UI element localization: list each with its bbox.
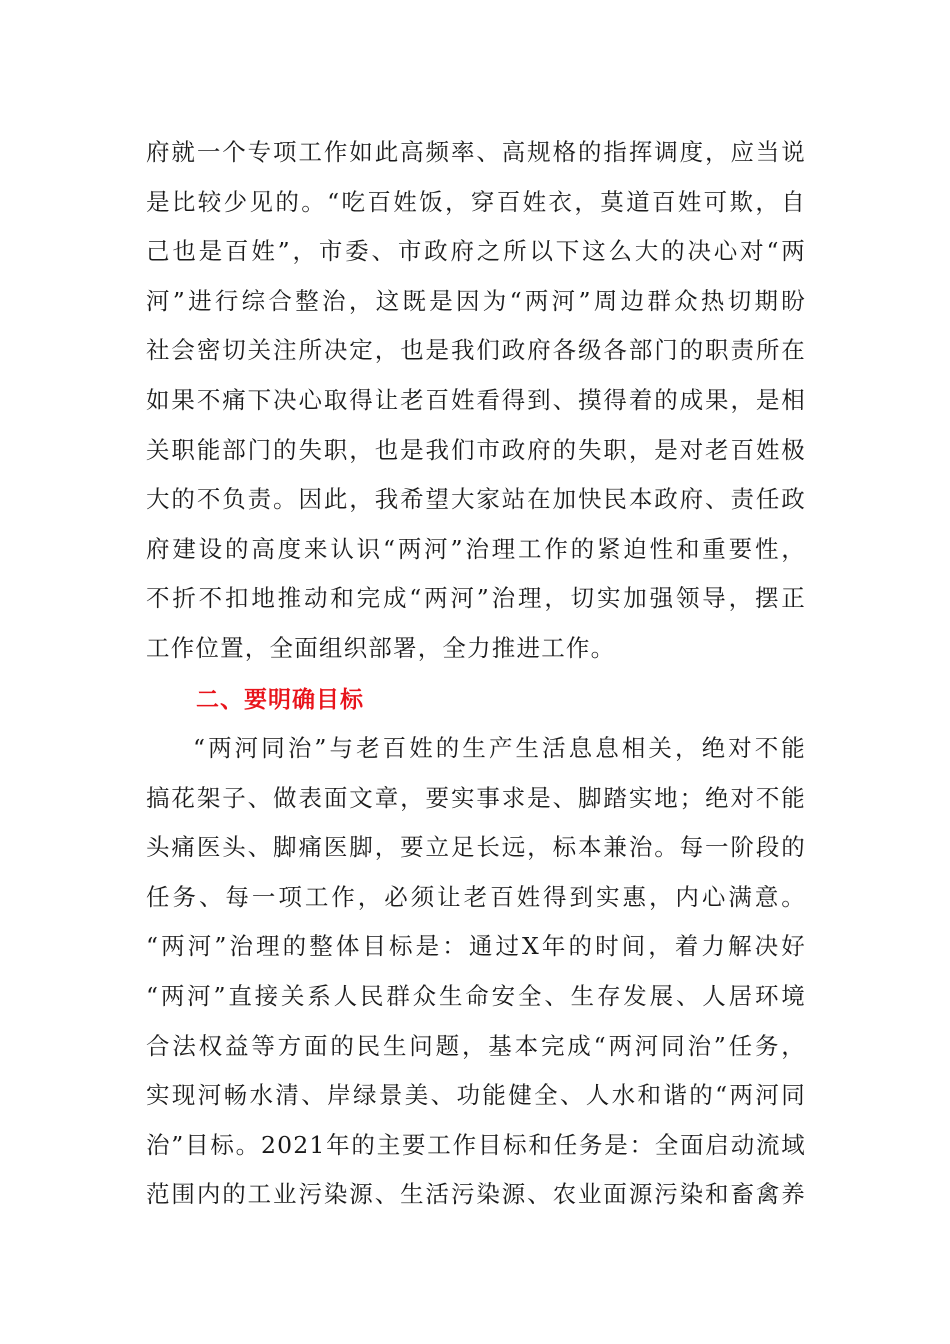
text-line: 不折不扣地推动和完成“两河”治理，切实加强领导，摆正 — [146, 584, 806, 613]
text-line: 治”目标。2021年的主要工作目标和任务是：全面启动流域 — [146, 1130, 806, 1159]
text-line: 关职能部门的失职，也是我们市政府的失职，是对老百姓极 — [146, 435, 806, 464]
text-line: 任务、每一项工作，必须让老百姓得到实惠，内心满意。 — [146, 882, 806, 911]
text-line: 合法权益等方面的民生问题，基本完成“两河同治”任务， — [146, 1031, 806, 1060]
text-line: 府建设的高度来认识“两河”治理工作的紧迫性和重要性， — [146, 534, 806, 563]
text-line: 府就一个专项工作如此高频率、高规格的指挥调度，应当说 — [146, 138, 806, 166]
text-line: “两河”治理的整体目标是：通过X年的时间，着力解决好 — [146, 932, 806, 961]
text-line: “两河同治”与老百姓的生产生活息息相关，绝对不能 — [193, 734, 806, 762]
text-line: 头痛医头、脚痛医脚，要立足长远，标本兼治。每一阶段的 — [146, 833, 806, 862]
text-line: 工作位置，全面组织部署，全力推进工作。 — [146, 633, 616, 662]
text-line: 搞花架子、做表面文章，要实事求是、脚踏实地；绝对不能 — [146, 783, 806, 812]
text-line: 社会密切关注所决定，也是我们政府各级各部门的职责所在 — [146, 336, 806, 365]
paragraph-goals — [146, 724, 806, 1220]
text-line: 实现河畅水清、岸绿景美、功能健全、人水和谐的“两河同 — [146, 1081, 806, 1110]
text-line: 如果不痛下决心取得让老百姓看得到、摸得着的成果，是相 — [146, 385, 806, 414]
text-line: “两河”直接关系人民群众生命安全、生存发展、人居环境 — [146, 981, 806, 1010]
paragraph-continuation — [146, 128, 806, 674]
text-line: 是比较少见的。“吃百姓饭，穿百姓衣，莫道百姓可欺，自 — [146, 187, 806, 216]
text-line: 己也是百姓”，市委、市政府之所以下这么大的决心对“两 — [146, 237, 806, 266]
text-line: 范围内的工业污染源、生活污染源、农业面源污染和畜禽养 — [146, 1180, 806, 1209]
text-line: 河”进行综合整治，这既是因为“两河”周边群众热切期盼 — [146, 286, 806, 315]
section-heading: 二、要明确目标 — [196, 687, 364, 713]
text-line: 大的不负责。因此，我希望大家站在加快民本政府、责任政 — [146, 485, 806, 514]
